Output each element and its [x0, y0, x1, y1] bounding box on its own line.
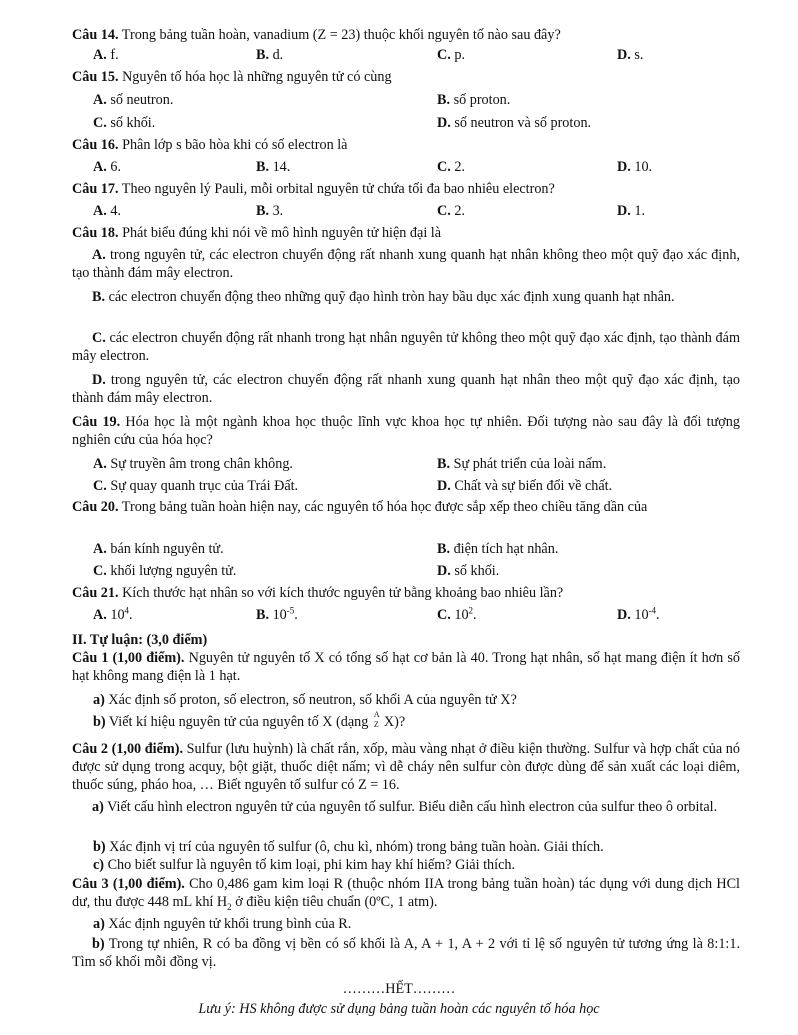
essay-question-1: Câu 1 (1,00 điểm). Nguyên tử nguyên tố X có tổng số hạt cơ bản là 40. Trong hạt nhân, số hạt mang điện ít hơn số hạt không mang điện là 1 hạt. — [72, 650, 740, 684]
part-a: a) Xác định nguyên tử khối trung bình của R. — [93, 916, 352, 932]
option-d: D. 1. — [617, 203, 645, 219]
option-b: B. điện tích hạt nhân. — [437, 541, 559, 557]
option-c: C. các electron chuyển động rất nhanh trong hạt nhân nguyên tử không theo một quỹ đạo xác định, tạo thành đám mây electron. — [72, 330, 740, 364]
option-b: B. các electron chuyển động theo những quỹ đạo hình tròn hay bầu dục xác định xung quanh hạt nhân. — [92, 289, 675, 305]
option-b: B. Sự phát triển của loài nấm. — [437, 456, 607, 472]
option-d: D. $10^{-4}$. — [617, 605, 660, 623]
option-c: C. p. — [437, 47, 465, 63]
option-d: D. Chất và sự biến đổi về chất. — [437, 478, 613, 494]
option-a: A. số neutron. — [93, 92, 174, 108]
part-b: b) Trong tự nhiên, R có ba đồng vị bền có số khối là A, A + 1, A + 2 với tỉ lệ số nguyên tử tương ứng là 8:1:1. Tìm số khối mỗi đồng vị. — [72, 936, 740, 970]
option-d: D. 10. — [617, 159, 653, 175]
essay-question-2: Câu 2 (1,00 điểm). Sulfur (lưu huỳnh) là chất rắn, xốp, màu vàng nhạt ở điều kiện thường. Sulfur và hợp chất của nó được sử dụng trong acquy, bột giặt, thuốc diệt nấm; vì dễ cháy nên sulfur còn được dùng để sản xuất các loại diêm, thuốc súng, pháo hoa, … Biết nguyên tố sulfur có Z = 16. — [72, 741, 740, 793]
option-a: A. bán kính nguyên tử. — [93, 541, 224, 557]
end-marker: ………HẾT……… — [342, 981, 456, 997]
question-20: Câu 20. Trong bảng tuần hoàn hiện nay, các nguyên tố hóa học được sắp xếp theo chiều tăng dần của — [72, 499, 648, 515]
question-18: Câu 18. Phát biểu đúng khi nói về mô hình nguyên tử hiện đại là — [72, 225, 442, 241]
option-b: B. 14. — [256, 159, 291, 175]
question-21: Câu 21. Kích thước hạt nhân so với kích thước nguyên tử bằng khoảng bao nhiêu lần? — [72, 585, 564, 601]
option-d: D. s. — [617, 47, 644, 63]
question-19: Câu 19. Hóa học là một ngành khoa học thuộc lĩnh vực khoa học tự nhiên. Đối tượng nào sau đây là đối tượng nghiên cứu của hóa học? — [72, 414, 740, 448]
part-a: a) Viết cấu hình electron nguyên tử của nguyên tố sulfur. Biểu diễn cấu hình electron của sulfur theo ô orbital. — [92, 799, 718, 815]
option-c: C. Sự quay quanh trục của Trái Đất. — [93, 478, 299, 494]
question-text: Trong bảng tuần hoàn, vanadium (Z = 23) thuộc khối nguyên tố nào sau đây? — [118, 27, 561, 43]
option-d: D. số khối. — [437, 563, 500, 579]
option-b: B. 3. — [256, 203, 284, 219]
question-label: Câu 14. — [72, 27, 119, 43]
part-b: b) Viết kí hiệu nguyên tử của nguyên tố X (dạng A Z X)? — [93, 710, 406, 730]
part-b: b) Xác định vị trí của nguyên tố sulfur (ô, chu kì, nhóm) trong bảng tuần hoàn. Giải thích. — [93, 839, 604, 855]
nuclide-notation: A Z — [373, 710, 380, 729]
option-d: D. trong nguyên tử, các electron chuyển động rất nhanh xung quanh hạt nhân theo một quỹ đạo xác định, tạo thành đám mây electron. — [72, 372, 740, 406]
option-d: D. số neutron và số proton. — [437, 115, 592, 131]
option-c: C. $10^2$. — [437, 605, 477, 623]
essay-question-3: Câu 3 (1,00 điểm). Cho 0,486 gam kim loại R (thuộc nhóm IIA trong bảng tuần hoàn) tác dụng với dung dịch HCl dư, thu được 448 mL khí $H_2$ ở điều kiện tiêu chuẩn (0ºC, 1 atm). — [72, 876, 740, 912]
option-a: A. Sự truyền âm trong chân không. — [93, 456, 293, 472]
question-16: Câu 16. Phân lớp s bão hòa khi có số electron là — [72, 137, 348, 153]
option-c: C. 2. — [437, 203, 465, 219]
option-b: B. d. — [256, 47, 284, 63]
option-a: A. 4. — [93, 203, 121, 219]
question-15: Câu 15. Nguyên tố hóa học là những nguyên tử có cùng — [72, 69, 392, 85]
option-a: A. $10^4$. — [93, 605, 133, 623]
option-b: B. số proton. — [437, 92, 511, 108]
part-c: c) Cho biết sulfur là nguyên tố kim loại, phi kim hay khí hiếm? Giải thích. — [93, 857, 516, 873]
option-a: A. trong nguyên tử, các electron chuyển động rất nhanh xung quanh hạt nhân không theo một quỹ đạo xác định, tạo thành đám mây electron. — [72, 247, 740, 281]
option-c: C. số khối. — [93, 115, 156, 131]
question-14 — [72, 26, 561, 44]
option-c: C. khối lượng nguyên tử. — [93, 563, 237, 579]
option-c: C. 2. — [437, 159, 465, 175]
question-17: Câu 17. Theo nguyên lý Pauli, mỗi orbital nguyên tử chứa tối đa bao nhiêu electron? — [72, 181, 555, 197]
section-heading: II. Tự luận: (3,0 điểm) — [72, 632, 208, 648]
option-a: A. f. — [93, 47, 119, 63]
option-a: A. 6. — [93, 159, 121, 175]
option-b: B. $10^{-5}$. — [256, 605, 298, 623]
footer-note: Lưu ý: HS không được sử dụng bảng tuần hoàn các nguyên tố hóa học — [198, 1001, 600, 1017]
part-a: a) Xác định số proton, số electron, số neutron, số khối A của nguyên tử X? — [93, 692, 517, 708]
